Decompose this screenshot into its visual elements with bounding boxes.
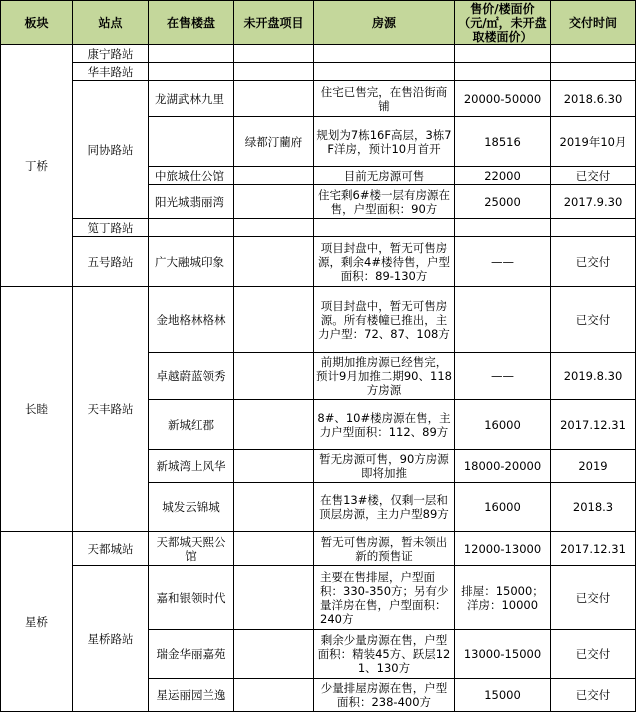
table-row (1, 566, 636, 630)
table-row (1, 237, 636, 287)
header-delivery: 交付时间 (551, 1, 636, 45)
header-listings: 房源 (314, 1, 455, 45)
project-cell: 嘉和银领时代 (149, 566, 234, 630)
station-cell: 五号路站 (73, 237, 149, 287)
unopened-cell (234, 532, 314, 566)
project-cell: 金地格林格林 (149, 287, 234, 353)
header-unopened: 未开盘项目 (234, 1, 314, 45)
price-cell: —— (455, 353, 551, 400)
price-cell: 18000-20000 (455, 450, 551, 483)
project-cell: 卓越蔚蓝领秀 (149, 353, 234, 400)
listings-cell: 8#、10#楼房源在售，主力户型面积：112、89方 (314, 400, 455, 450)
project-cell: 广大融城印象 (149, 237, 234, 287)
price-cell: 16000 (455, 483, 551, 532)
delivery-cell: 2017.12.31 (551, 532, 636, 566)
delivery-cell: 2018.6.30 (551, 81, 636, 117)
price-cell: 13000-15000 (455, 630, 551, 679)
station-cell: 华丰路站 (73, 63, 149, 81)
unopened-cell (234, 400, 314, 450)
header-station: 站点 (73, 1, 149, 45)
price-cell: —— (455, 237, 551, 287)
station-cell: 笕丁路站 (73, 219, 149, 237)
listings-cell: 规划为7栋16F高层，3栋7F洋房，预计10月首开 (314, 117, 455, 167)
listings-cell: 剩余少量房源在售，户型面积：精装45方、跃层121、130方 (314, 630, 455, 679)
listings-cell: 少量排屋房源在售，户型面积：238-400方 (314, 679, 455, 712)
delivery-cell: 2017.9.30 (551, 185, 636, 219)
header-on-sale: 在售楼盘 (149, 1, 234, 45)
unopened-cell (234, 287, 314, 353)
station-cell: 同协路站 (73, 81, 149, 219)
listings-cell: 主要在售排屋，户型面积：330-350方；另有少量洋房在售，户型面积：240方 (314, 566, 455, 630)
region-cell: 丁桥 (1, 45, 73, 287)
project-cell: 瑞金华丽嘉苑 (149, 630, 234, 679)
region-cell: 长睦 (1, 287, 73, 532)
price-cell: 排屋：15000；洋房：10000 (455, 566, 551, 630)
price-cell: 25000 (455, 185, 551, 219)
listings-cell: 项目封盘中，暂无可售房源，剩余4#楼待售，户型面积：89-130方 (314, 237, 455, 287)
project-cell: 星运丽园兰逸 (149, 679, 234, 712)
delivery-cell: 2019年10月 (551, 117, 636, 167)
price-cell: 15000 (455, 679, 551, 712)
listings-cell: 暂无房源可售，90方房源即将加推 (314, 450, 455, 483)
header-row (1, 1, 636, 45)
unopened-cell: 绿都汀藺府 (234, 117, 314, 167)
price-cell: 12000-13000 (455, 532, 551, 566)
unopened-cell (234, 483, 314, 532)
project-cell: 城发云锦城 (149, 483, 234, 532)
delivery-cell: 已交付 (551, 237, 636, 287)
listings-cell: 项目封盘中，暂无可售房源。所有楼幢已推出，主力户型：72、87、108方 (314, 287, 455, 353)
station-cell: 星桥路站 (73, 566, 149, 712)
delivery-cell: 已交付 (551, 167, 636, 185)
price-cell: 18516 (455, 117, 551, 167)
listings-cell: 住宅剩6#楼一层有房源在售，户型面积：90方 (314, 185, 455, 219)
header-price: 售价/楼面价（元/㎡，未开盘取楼面价） (455, 1, 551, 45)
table-row (1, 81, 636, 117)
project-cell: 新城湾上风华 (149, 450, 234, 483)
table-row (1, 532, 636, 566)
region-cell: 星桥 (1, 532, 73, 712)
unopened-cell (234, 679, 314, 712)
project-cell: 龙湖武林九里 (149, 81, 234, 117)
price-cell (455, 287, 551, 353)
station-cell: 天丰路站 (73, 287, 149, 532)
table-row (1, 45, 636, 63)
delivery-cell: 2017.12.31 (551, 400, 636, 450)
unopened-cell (234, 81, 314, 117)
table-row (1, 287, 636, 353)
project-cell: 天都城天熙公馆 (149, 532, 234, 566)
delivery-cell: 2019.8.30 (551, 353, 636, 400)
unopened-cell (234, 185, 314, 219)
listings-cell: 住宅已售完，在售沿街商铺 (314, 81, 455, 117)
delivery-cell: 已交付 (551, 679, 636, 712)
unopened-cell (234, 630, 314, 679)
station-cell: 天都城站 (73, 532, 149, 566)
delivery-cell: 已交付 (551, 630, 636, 679)
unopened-cell (234, 566, 314, 630)
listings-cell: 在售13#楼，仅剩一层和顶层房源，主力户型89方 (314, 483, 455, 532)
project-cell: 阳光城翡丽湾 (149, 185, 234, 219)
table-row (1, 219, 636, 237)
delivery-cell: 2019 (551, 450, 636, 483)
project-cell: 中旅城仕公馆 (149, 167, 234, 185)
listings-cell: 前期加推房源已经售完，预计9月加推二期90、118方房源 (314, 353, 455, 400)
unopened-cell (234, 237, 314, 287)
project-cell: 新城红郡 (149, 400, 234, 450)
listings-cell: 暂无可售房源，暂未领出新的预售证 (314, 532, 455, 566)
unopened-cell (234, 353, 314, 400)
delivery-cell: 已交付 (551, 287, 636, 353)
unopened-cell (234, 450, 314, 483)
table-row (1, 63, 636, 81)
header-region: 板块 (1, 1, 73, 45)
price-cell: 20000-50000 (455, 81, 551, 117)
station-cell: 康宁路站 (73, 45, 149, 63)
price-cell: 22000 (455, 167, 551, 185)
delivery-cell: 2018.3 (551, 483, 636, 532)
unopened-cell (234, 167, 314, 185)
delivery-cell: 已交付 (551, 566, 636, 630)
project-cell (149, 117, 234, 167)
price-cell: 16000 (455, 400, 551, 450)
listings-cell: 目前无房源可售 (314, 167, 455, 185)
